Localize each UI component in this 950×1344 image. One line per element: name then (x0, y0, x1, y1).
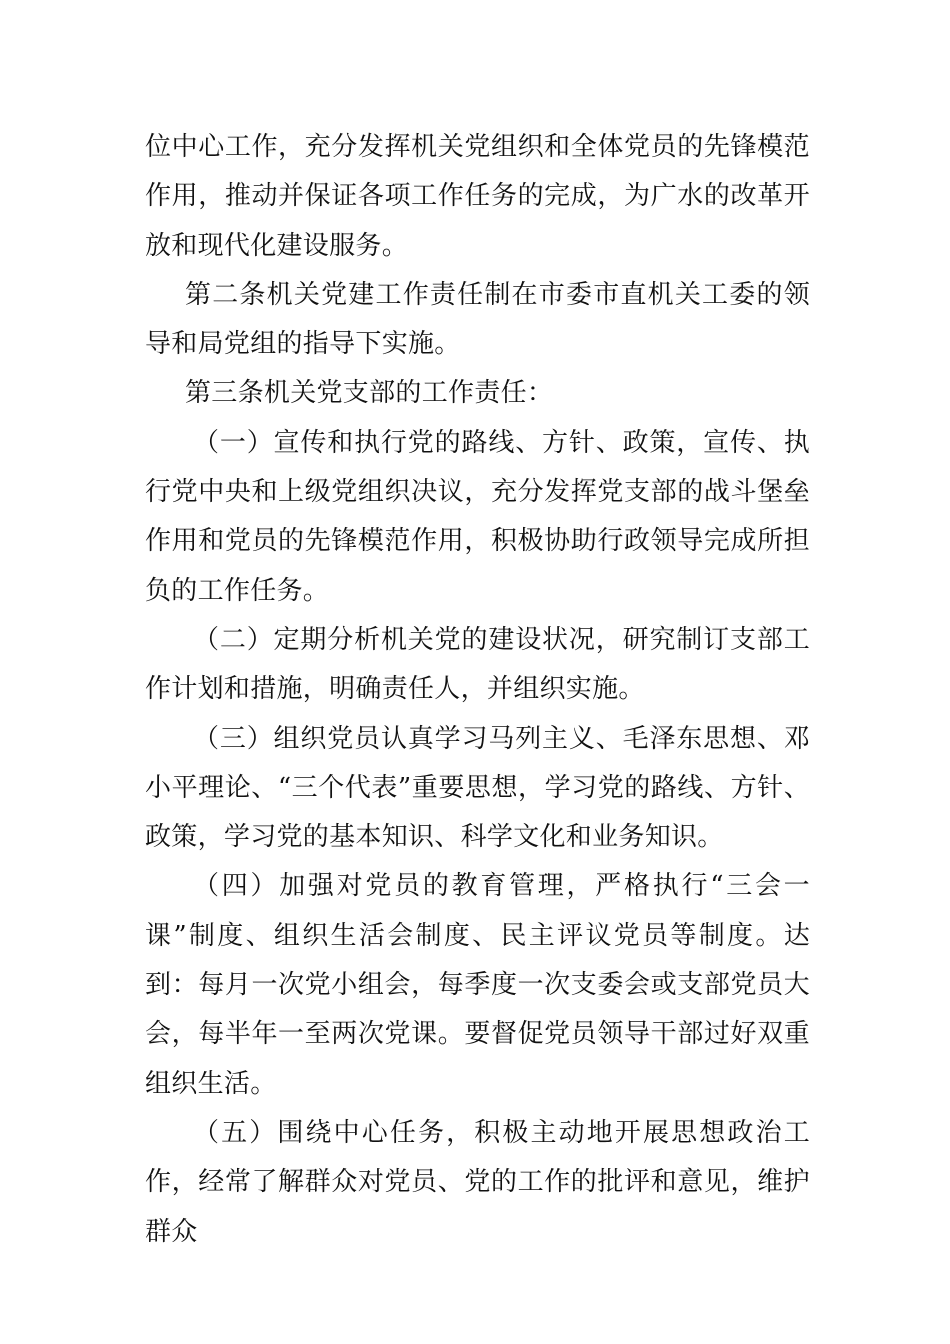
paragraph-item-3: （三）组织党员认真学习马列主义、毛泽东思想、邓小平理论、“三个代表”重要思想，学习党的路线、方针、政策，学习党的基本知识、科学文化和业务知识。 (145, 723, 810, 853)
document-body (145, 123, 810, 1257)
paragraph-continuation: 位中心工作，充分发挥机关党组织和全体党员的先锋模范作用，推动并保证各项工作任务的完成，为广水的改革开放和现代化建设服务。 (145, 132, 810, 261)
paragraph-item-1: （一）宣传和执行党的路线、方针、政策，宣传、执行党中央和上级党组织决议，充分发挥党支部的战斗堡垒作用和党员的先锋模范作用，积极协助行政领导完成所担负的工作任务。 (145, 427, 810, 606)
paragraph-article-3: 第三条机关党支部的工作责任： (185, 378, 554, 409)
paragraph-item-4: （四）加强对党员的教育管理，严格执行“三会一课”制度、组织生活会制度、民主评议党员等制度。达到：每月一次党小组会，每季度一次支委会或支部党员大会，每半年一至两次党课。要督促党员领导干部过好双重组织生活。 (145, 871, 810, 1099)
paragraph-item-2: （二）定期分析机关党的建设状况，研究制订支部工作计划和措施，明确责任人，并组织实施。 (145, 624, 810, 705)
paragraph-article-2: 第二条机关党建工作责任制在市委市直机关工委的领导和局党组的指导下实施。 (145, 279, 810, 360)
paragraph-item-5: （五）围绕中心任务，积极主动地开展思想政治工作，经常了解群众对党员、党的工作的批评和意见，维护群众 (145, 1117, 810, 1247)
